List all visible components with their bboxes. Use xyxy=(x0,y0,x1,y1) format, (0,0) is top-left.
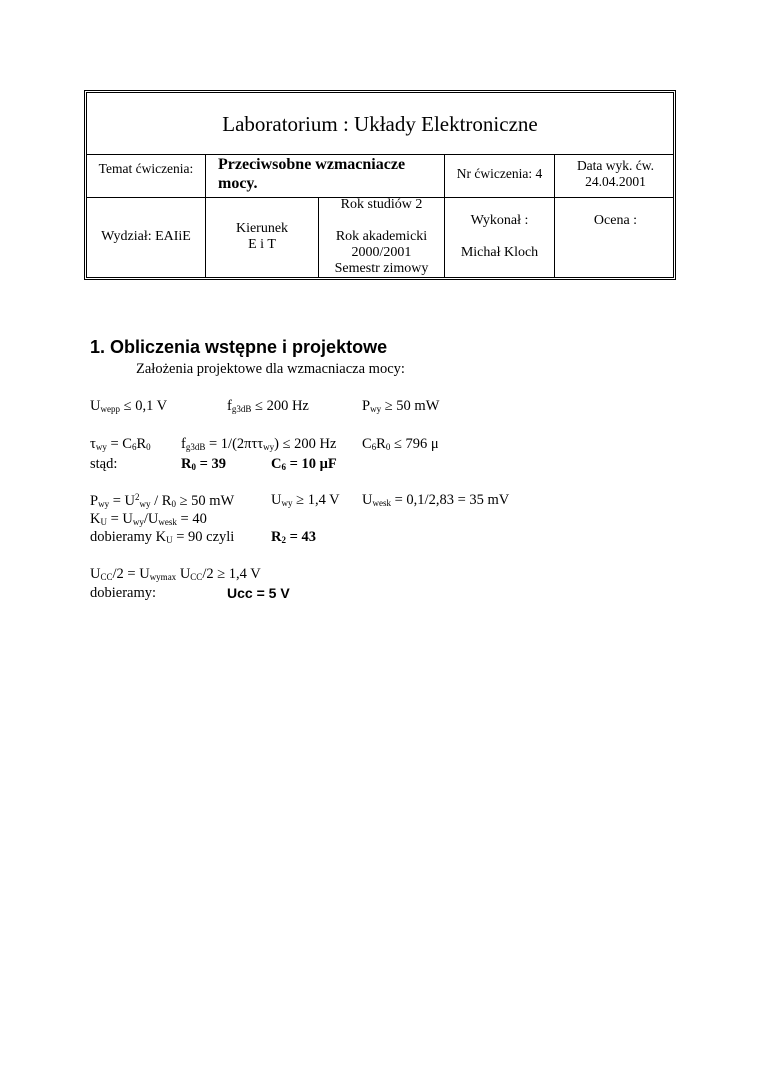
study-cell xyxy=(319,197,445,277)
header-table xyxy=(84,90,676,280)
academic-year-label: Rok akademicki xyxy=(335,229,428,244)
header-title-row xyxy=(87,93,673,155)
date-cell xyxy=(555,154,676,197)
formula-tau: $\tau_{wy} = C_6R_0$ xyxy=(90,436,151,452)
performed-by: Michał Kloch xyxy=(460,245,539,260)
formula-pwy: $P_{wy} \ge 50$ mW xyxy=(362,398,440,414)
formula-uwesk: $U_{wesk} = 0,1/2,83 = 35$ mV xyxy=(362,492,510,508)
formula-pwy-calc: $P_{wy} = U^2_{wy} / R_0 \ge 50$ mW xyxy=(90,492,235,509)
formula-ucc: $U_{CC}/2 = U_{wymax}$ $U_{CC}/2 \ge 1,4$ V xyxy=(90,566,261,582)
formula-fg3db: $f_{g3dB} \le 200$ Hz xyxy=(227,398,309,414)
formula-uwy: $U_{wy} \ge 1,4$ V xyxy=(271,492,340,508)
topic-value-line1: Przeciwsobne wzmacniacze xyxy=(218,156,406,173)
exercise-number: Nr ćwiczenia: 4 xyxy=(456,166,543,181)
formula-uwepp: $U_{wepp} \le 0,1$ V xyxy=(90,398,168,414)
topic-value-line2: mocy. xyxy=(218,175,258,192)
formula-ku-choice: dobieramy $K_U = 90$ czyli xyxy=(90,529,235,545)
direction-cell xyxy=(206,197,319,277)
formula-c6r0: $C_6R_0 \le 796$ μ xyxy=(362,436,439,452)
final-label: dobieramy: xyxy=(90,585,157,601)
faculty-cell xyxy=(87,197,206,277)
date-value: 24.04.2001 xyxy=(585,174,646,189)
semester: Semestr zimowy xyxy=(334,261,429,276)
direction-value: E i T xyxy=(248,237,276,252)
result-r2: $R_2 = 43$ xyxy=(271,529,316,545)
header-info-row xyxy=(87,197,673,277)
lab-title: Laboratorium : Układy Elektroniczne xyxy=(222,112,538,136)
result-c6: $C_6 = 10$ μF xyxy=(271,456,337,472)
result-label: stąd: xyxy=(90,456,118,472)
design-intro: Założenia projektowe dla wzmacniacza mocy: xyxy=(136,361,405,377)
direction-label: Kierunek xyxy=(235,221,289,236)
study-year: Rok studiów 2 xyxy=(340,197,423,212)
exercise-number-cell xyxy=(445,154,555,197)
performed-label: Wykonał : xyxy=(470,213,529,228)
date-label: Data wyk. ćw. xyxy=(576,158,655,173)
grade-label: Ocena : xyxy=(593,213,638,228)
topic-label-cell xyxy=(87,154,206,197)
grade-cell xyxy=(555,197,676,277)
topic-label: Temat ćwiczenia: xyxy=(98,161,194,176)
result-r0: $R_0 = 39$ xyxy=(181,456,226,472)
performed-cell xyxy=(445,197,555,277)
result-ucc: Ucc = 5 V xyxy=(227,585,290,601)
section-heading: 1. Obliczenia wstępne i projektowe xyxy=(90,337,388,357)
academic-year-value: 2000/2001 xyxy=(351,245,412,260)
header-topic-row xyxy=(87,154,673,198)
formula-ku: $K_U = U_{wy}/U_{wesk} = 40$ xyxy=(90,511,207,527)
topic-value-cell xyxy=(206,154,445,197)
formula-fg3db-tau: $f_{g3dB} = 1/(2\pi\tau\tau_{wy}) \le 200$ Hz xyxy=(181,436,337,452)
faculty: Wydział: EAIiE xyxy=(101,229,191,244)
